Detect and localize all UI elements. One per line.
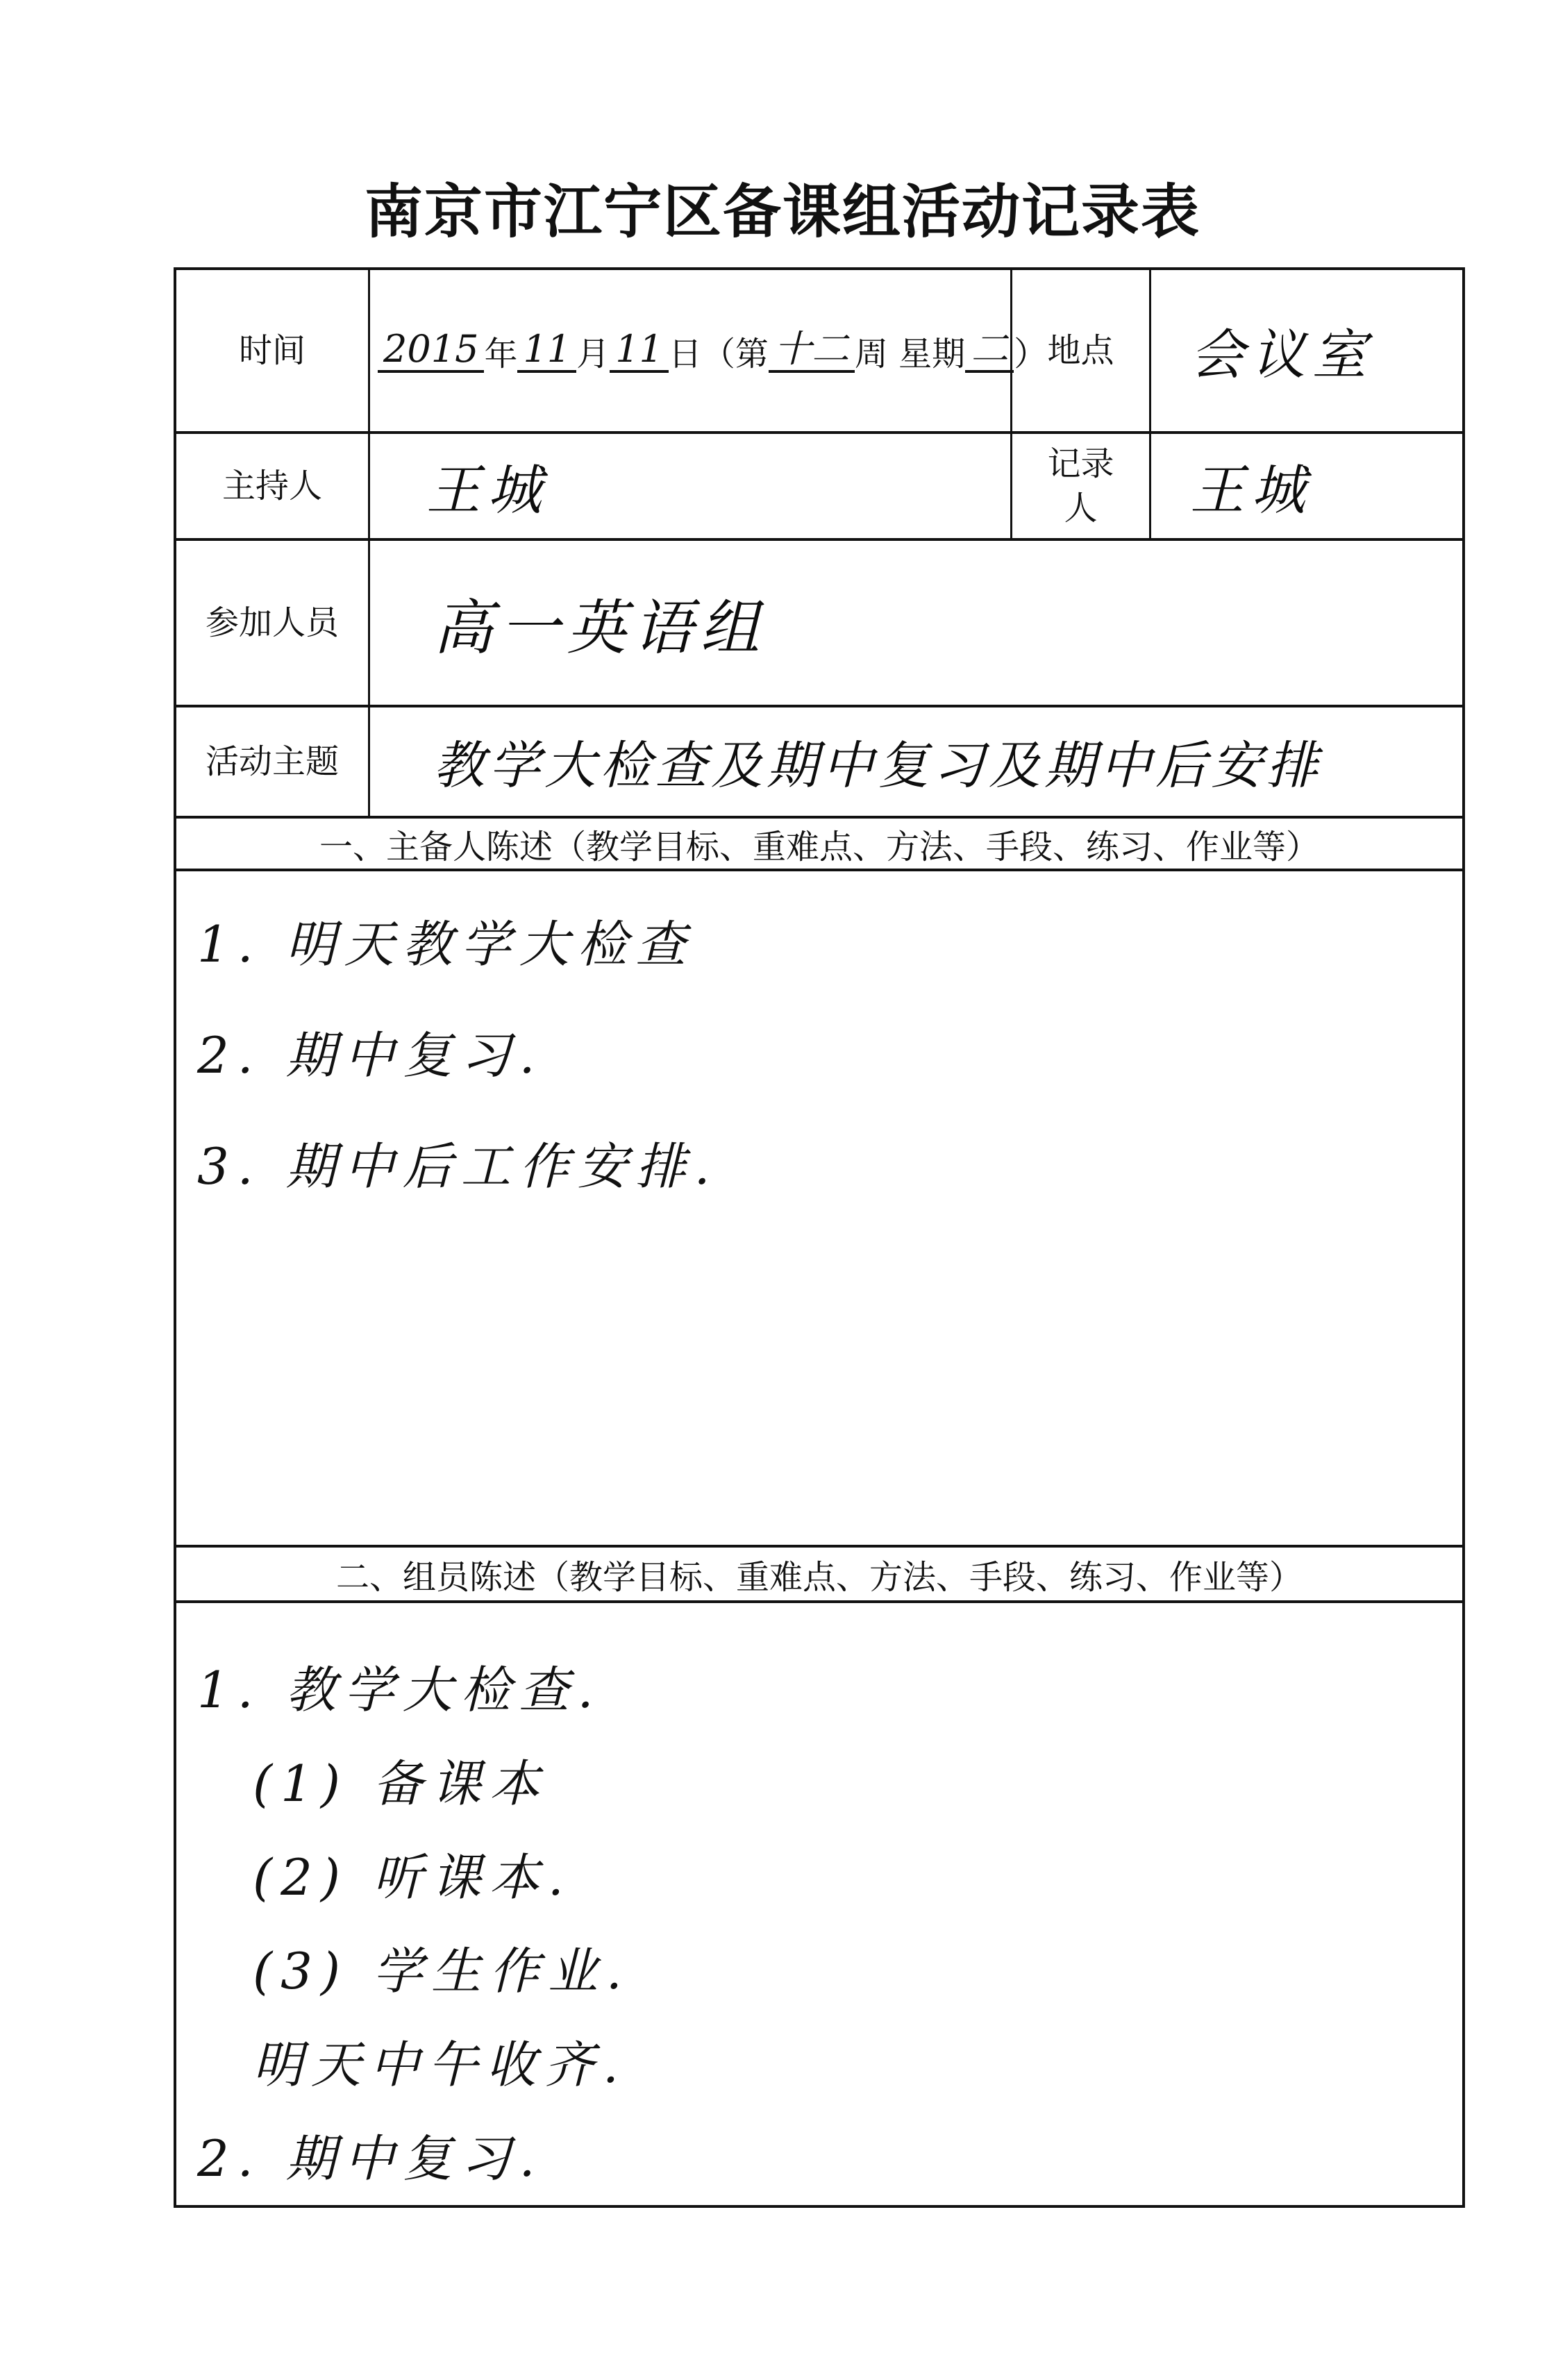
host-label: 主持人	[221, 467, 322, 505]
week-suffix: 周 星期	[854, 334, 966, 374]
host-value[interactable]: 王城	[426, 460, 549, 522]
note-subitem: (3) 学生作业.	[253, 1942, 630, 2000]
location-label: 地点	[1047, 331, 1114, 370]
column-divider	[368, 270, 370, 816]
topic-value[interactable]: 教学大检查及期中复习及期中后安排	[433, 736, 1322, 796]
note-item: 2. 期中复习.	[197, 2129, 544, 2188]
recorder-value[interactable]: 王城	[1190, 460, 1313, 522]
note-item: 1. 教学大检查.	[197, 1661, 602, 1719]
activity-record-form	[174, 267, 1465, 2208]
week-value: 十二	[769, 328, 855, 373]
year-value: 2015	[378, 328, 484, 373]
date-close: ）	[1014, 334, 1048, 374]
section-one-notes[interactable]	[176, 871, 1462, 1545]
participants-label: 参加人员	[205, 603, 339, 642]
note-item: 3. 期中后工作安排.	[197, 1137, 719, 1196]
section-one-heading: 一、主备人陈述（教学目标、重难点、方法、手段、练习、作业等）	[319, 827, 1319, 866]
month-suffix: 月	[576, 334, 610, 374]
year-suffix: 年	[484, 334, 518, 374]
note-item: 2. 期中复习.	[197, 1026, 544, 1084]
day-value: 11	[610, 328, 669, 373]
date-field[interactable]	[378, 270, 1048, 431]
location-value[interactable]: 会议室	[1190, 324, 1374, 387]
note-subitem: 明天中午收齐.	[253, 2036, 627, 2094]
note-subitem: (2) 听课本.	[253, 1848, 572, 1906]
note-subitem: (1) 备课本	[253, 1754, 548, 1813]
section-two-heading: 二、组员陈述（教学目标、重难点、方法、手段、练习、作业等）	[335, 1557, 1303, 1597]
note-item: 1. 明天教学大检查	[197, 915, 694, 973]
day-suffix: 日（第	[668, 334, 769, 374]
section-two-notes[interactable]	[176, 1603, 1462, 2205]
column-divider	[1149, 270, 1151, 538]
weekday-value: 二	[965, 328, 1014, 373]
month-value: 11	[517, 328, 576, 373]
recorder-label: 记录人	[1047, 444, 1114, 528]
form-title: 南京市江宁区备课组活动记录表	[364, 178, 1200, 246]
participants-value[interactable]: 高一英语组	[433, 594, 767, 663]
topic-label: 活动主题	[205, 742, 339, 781]
time-label: 时间	[238, 331, 306, 370]
